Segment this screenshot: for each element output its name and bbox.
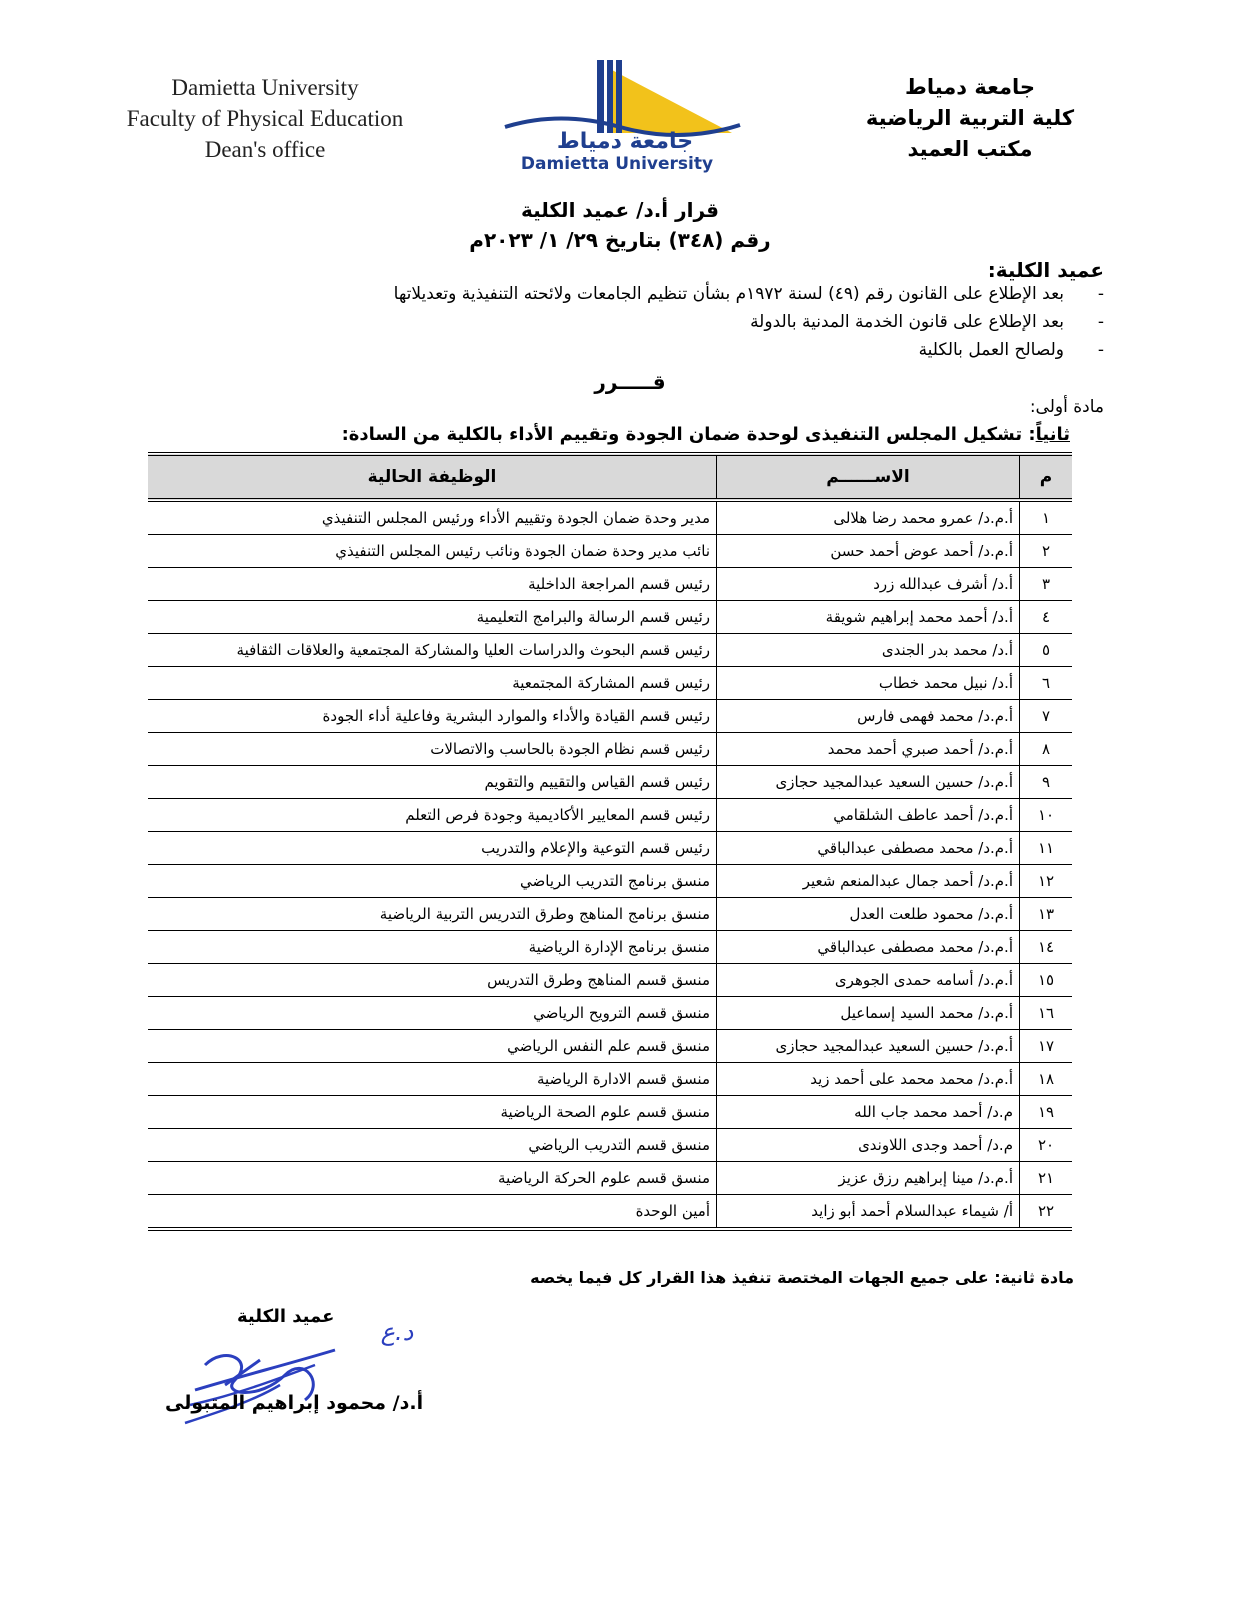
cell-number: ٢٠ <box>1020 1129 1073 1162</box>
header-job: الوظيفة الحالية <box>148 454 717 500</box>
cell-number: ١٠ <box>1020 799 1073 832</box>
cell-number: ١٥ <box>1020 964 1073 997</box>
cell-job: منسق برنامج الإدارة الرياضية <box>148 931 717 964</box>
cell-name: أ.د/ محمد بدر الجندى <box>717 634 1020 667</box>
cell-job: رئيس قسم المراجعة الداخلية <box>148 568 717 601</box>
table-row <box>148 997 1072 1030</box>
cell-name: م.د/ أحمد محمد جاب الله <box>717 1096 1020 1129</box>
cell-job: منسق قسم علم النفس الرياضي <box>148 1030 717 1063</box>
header-name: الاســــــم <box>717 454 1020 500</box>
cell-job: رئيس قسم نظام الجودة بالحاسب والاتصالات <box>148 733 717 766</box>
table-row <box>148 1162 1072 1195</box>
cell-number: ٢ <box>1020 535 1073 568</box>
university-logo <box>500 55 750 177</box>
cell-number: ٣ <box>1020 568 1073 601</box>
cell-job: رئيس قسم المعايير الأكاديمية وجودة فرص التعلم <box>148 799 717 832</box>
cell-number: ١٦ <box>1020 997 1073 1030</box>
decides-heading: قـــــرر <box>594 370 666 394</box>
cell-name: أ.م.د/ محمود طلعت العدل <box>717 898 1020 931</box>
logo-arabic-text: جامعة دمياط <box>556 129 694 154</box>
cell-name: أ/ شيماء عبدالسلام أحمد أبو زايد <box>717 1195 1020 1230</box>
cell-number: ١٣ <box>1020 898 1073 931</box>
table-row <box>148 1129 1072 1162</box>
cell-number: ١ <box>1020 500 1073 535</box>
cell-job: رئيس قسم الرسالة والبرامج التعليمية <box>148 601 717 634</box>
cell-job: منسق برنامج المناهج وطرق التدريس التربية الرياضية <box>148 898 717 931</box>
table-row <box>148 832 1072 865</box>
cell-number: ٢١ <box>1020 1162 1073 1195</box>
signature-initials: د.ع <box>380 1318 414 1346</box>
cell-name: أ.م.د/ مينا إبراهيم رزق عزيز <box>717 1162 1020 1195</box>
cell-job: منسق قسم المناهج وطرق التدريس <box>148 964 717 997</box>
office-name-en: Dean's office <box>204 137 326 162</box>
cell-name: أ.م.د/ محمد محمد على أحمد زيد <box>717 1063 1020 1096</box>
article-two-text: : تشكيل المجلس التنفيذى لوحدة ضمان الجودة وتقييم الأداء بالكلية من السادة: <box>341 424 1036 445</box>
table-row <box>148 766 1072 799</box>
table-row <box>148 1096 1072 1129</box>
table-row <box>148 568 1072 601</box>
logo-english-text: Damietta University <box>520 154 714 174</box>
cell-job: رئيس قسم البحوث والدراسات العليا والمشاركة المجتمعية والعلاقات الثقافية <box>148 634 717 667</box>
cell-job: منسق قسم الترويح الرياضي <box>148 997 717 1030</box>
table-row <box>148 931 1072 964</box>
article-two-prefix: ثانياً <box>1035 424 1070 445</box>
cell-job: منسق قسم الادارة الرياضية <box>148 1063 717 1096</box>
logo-bar-3 <box>616 60 622 133</box>
faculty-name-ar: كلية التربية الرياضية <box>865 106 1075 130</box>
table-row <box>148 964 1072 997</box>
university-name-en: Damietta University <box>171 75 359 100</box>
table-row <box>148 799 1072 832</box>
cell-number: ١٧ <box>1020 1030 1073 1063</box>
table-header-row <box>148 454 1072 500</box>
table-row <box>148 667 1072 700</box>
cell-job: رئيس قسم المشاركة المجتمعية <box>148 667 717 700</box>
article-three-text: مادة ثانية: على جميع الجهات المختصة تنفيذ هذا القرار كل فيما يخصه <box>530 1268 1074 1287</box>
office-name-ar: مكتب العميد <box>907 137 1033 161</box>
table-row <box>148 1195 1072 1230</box>
cell-number: ١١ <box>1020 832 1073 865</box>
premise-item: -بعد الإطلاع على القانون رقم (٤٩) لسنة ١٩٧٢م بشأن تنظيم الجامعات ولائحته التنفيذية وتعديلاتها <box>393 284 1104 304</box>
table-row <box>148 865 1072 898</box>
table-row <box>148 634 1072 667</box>
cell-name: أ.م.د/ عمرو محمد رضا هلالى <box>717 500 1020 535</box>
cell-job: منسق برنامج التدريب الرياضي <box>148 865 717 898</box>
cell-number: ٦ <box>1020 667 1073 700</box>
table-row <box>148 601 1072 634</box>
header-number: م <box>1020 454 1073 500</box>
cell-number: ٨ <box>1020 733 1073 766</box>
cell-name: أ.م.د/ محمد فهمى فارس <box>717 700 1020 733</box>
cell-name: أ.م.د/ محمد مصطفى عبدالباقي <box>717 832 1020 865</box>
cell-job: رئيس قسم القياس والتقييم والتقويم <box>148 766 717 799</box>
cell-name: أ.م.د/ حسين السعيد عبدالمجيد حجازى <box>717 766 1020 799</box>
cell-name: أ.م.د/ أحمد عوض أحمد حسن <box>717 535 1020 568</box>
cell-job: نائب مدير وحدة ضمان الجودة ونائب رئيس المجلس التنفيذي <box>148 535 717 568</box>
table-row <box>148 733 1072 766</box>
cell-name: أ.م.د/ أسامه حمدى الجوهرى <box>717 964 1020 997</box>
premise-item: -ولصالح العمل بالكلية <box>918 340 1104 360</box>
decision-title: قرار أ.د/ عميد الكلية <box>520 198 720 222</box>
cell-name: م.د/ أحمد وجدى اللاوندى <box>717 1129 1020 1162</box>
article-one-label: مادة أولى: <box>1029 397 1104 417</box>
table-row <box>148 1030 1072 1063</box>
english-header <box>95 72 435 165</box>
cell-job: أمين الوحدة <box>635 1202 710 1220</box>
cell-job: منسق قسم علوم الحركة الرياضية <box>148 1162 717 1195</box>
table-row <box>148 535 1072 568</box>
table-row <box>148 700 1072 733</box>
arabic-header <box>855 72 1085 165</box>
cell-name: أ.م.د/ أحمد عاطف الشلقامي <box>717 799 1020 832</box>
cell-number: ٧ <box>1020 700 1073 733</box>
university-name-ar: جامعة دمياط <box>905 75 1035 99</box>
table-body <box>148 500 1072 1229</box>
premise-item: -بعد الإطلاع على قانون الخدمة المدنية بالدولة <box>750 312 1104 332</box>
cell-number: ٥ <box>1020 634 1073 667</box>
cell-job: مدير وحدة ضمان الجودة وتقييم الأداء ورئيس المجلس التنفيذي <box>148 500 717 535</box>
members-table <box>148 452 1072 1231</box>
cell-number: ٤ <box>1020 601 1073 634</box>
cell-name: أ.م.د/ محمد مصطفى عبدالباقي <box>717 931 1020 964</box>
decision-number-date: رقم (٣٤٨) بتاريخ ٢٩/ ١/ ٢٠٢٣م <box>469 228 771 252</box>
cell-number: ١٨ <box>1020 1063 1073 1096</box>
cell-job: منسق قسم التدريب الرياضي <box>148 1129 717 1162</box>
cell-number: ١٢ <box>1020 865 1073 898</box>
article-two-heading <box>342 424 1070 445</box>
cell-job: منسق قسم علوم الصحة الرياضية <box>148 1096 717 1129</box>
cell-name: أ.م.د/ محمد السيد إسماعيل <box>717 997 1020 1030</box>
cell-name: أ.م.د/ أحمد جمال عبدالمنعم شعير <box>717 865 1020 898</box>
cell-number: ١٩ <box>1020 1096 1073 1129</box>
dean-label: عميد الكلية: <box>987 258 1104 282</box>
cell-name: أ.د/ أحمد محمد إبراهيم شويقة <box>717 601 1020 634</box>
cell-name: أ.د/ نبيل محمد خطاب <box>717 667 1020 700</box>
signature-name: أ.د/ محمود إبراهيم المتبولى <box>165 1392 424 1414</box>
cell-job: رئيس قسم التوعية والإعلام والتدريب <box>148 832 717 865</box>
table-row <box>148 500 1072 535</box>
logo-yellow-triangle <box>612 70 732 133</box>
cell-name: أ.م.د/ حسين السعيد عبدالمجيد حجازى <box>717 1030 1020 1063</box>
cell-name: أ.م.د/ أحمد صبري أحمد محمد <box>717 733 1020 766</box>
table-row <box>148 1063 1072 1096</box>
faculty-name-en: Faculty of Physical Education <box>126 106 404 131</box>
cell-name: أ.د/ أشرف عبدالله زرد <box>717 568 1020 601</box>
cell-number: ١٤ <box>1020 931 1073 964</box>
cell-job: رئيس قسم القيادة والأداء والموارد البشرية وفاعلية أداء الجودة <box>148 700 717 733</box>
cell-number: ٩ <box>1020 766 1073 799</box>
table-row <box>148 898 1072 931</box>
cell-number: ٢٢ <box>1020 1195 1073 1230</box>
signature-title: عميد الكلية <box>237 1306 335 1327</box>
